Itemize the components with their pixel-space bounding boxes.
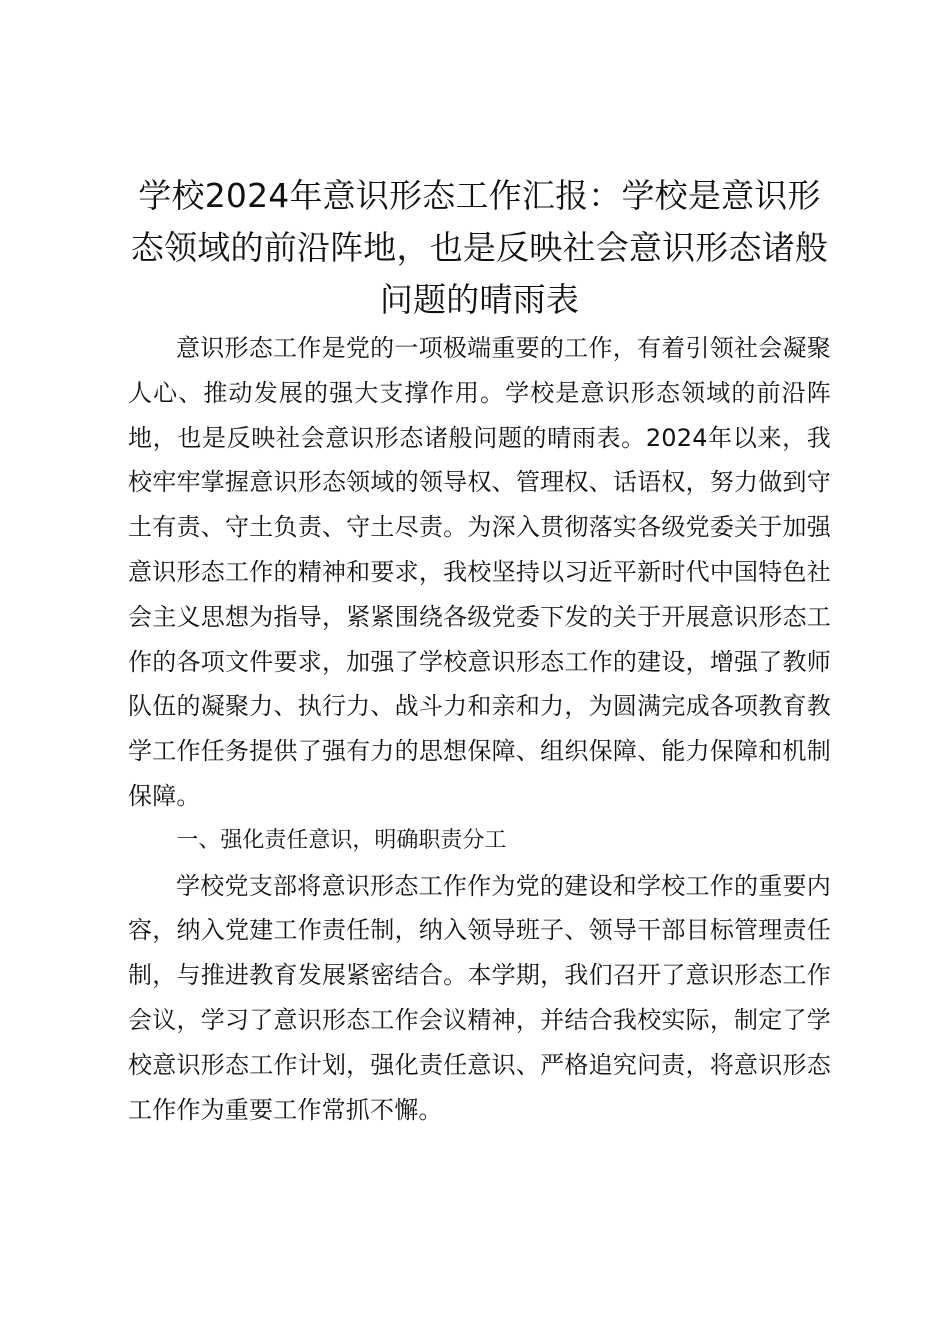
- intro-paragraph: 意识形态工作是党的一项极端重要的工作，有着引领社会凝聚人心、推动发展的强大支撑作用。学校是意识形态领域的前沿阵地，也是反映社会意识形态诸般问题的晴雨表。2024年以来，我校牢牢掌握意识形态领域的领导权、管理权、话语权，努力做到守土有责、守土负责、守土尽责。为深入贯彻落实各级党委关于加强意识形态工作的精神和要求，我校坚持以习近平新时代中国特色社会主义思想为指导，紧紧围绕各级党委下发的关于开展意识形态工作的各项文件要求，加强了学校意识形态工作的建设，增强了教师队伍的凝聚力、执行力、战斗力和亲和力，为圆满完成各项教育教学工作任务提供了强有力的思想保障、组织保障、能力保障和机制保障。: [128, 334, 831, 810]
- document-page: [128, 170, 831, 1132]
- section-paragraph: 学校党支部将意识形态工作作为党的建设和学校工作的重要内容，纳入党建工作责任制，纳入领导班子、领导干部目标管理责任制，与推进教育发展紧密结合。本学期，我们召开了意识形态工作会议，学习了意识形态工作会议精神，并结合我校实际，制定了学校意识形态工作计划，强化责任意识、严格追究问责，将意识形态工作作为重要工作常抓不懈。: [128, 871, 831, 1124]
- document-title: 学校2024年意识形态工作汇报：学校是意识形态领域的前沿阵地，也是反映社会意识形态诸般问题的晴雨表: [130, 176, 829, 319]
- section-heading: 一、强化责任意识，明确职责分工: [176, 827, 507, 853]
